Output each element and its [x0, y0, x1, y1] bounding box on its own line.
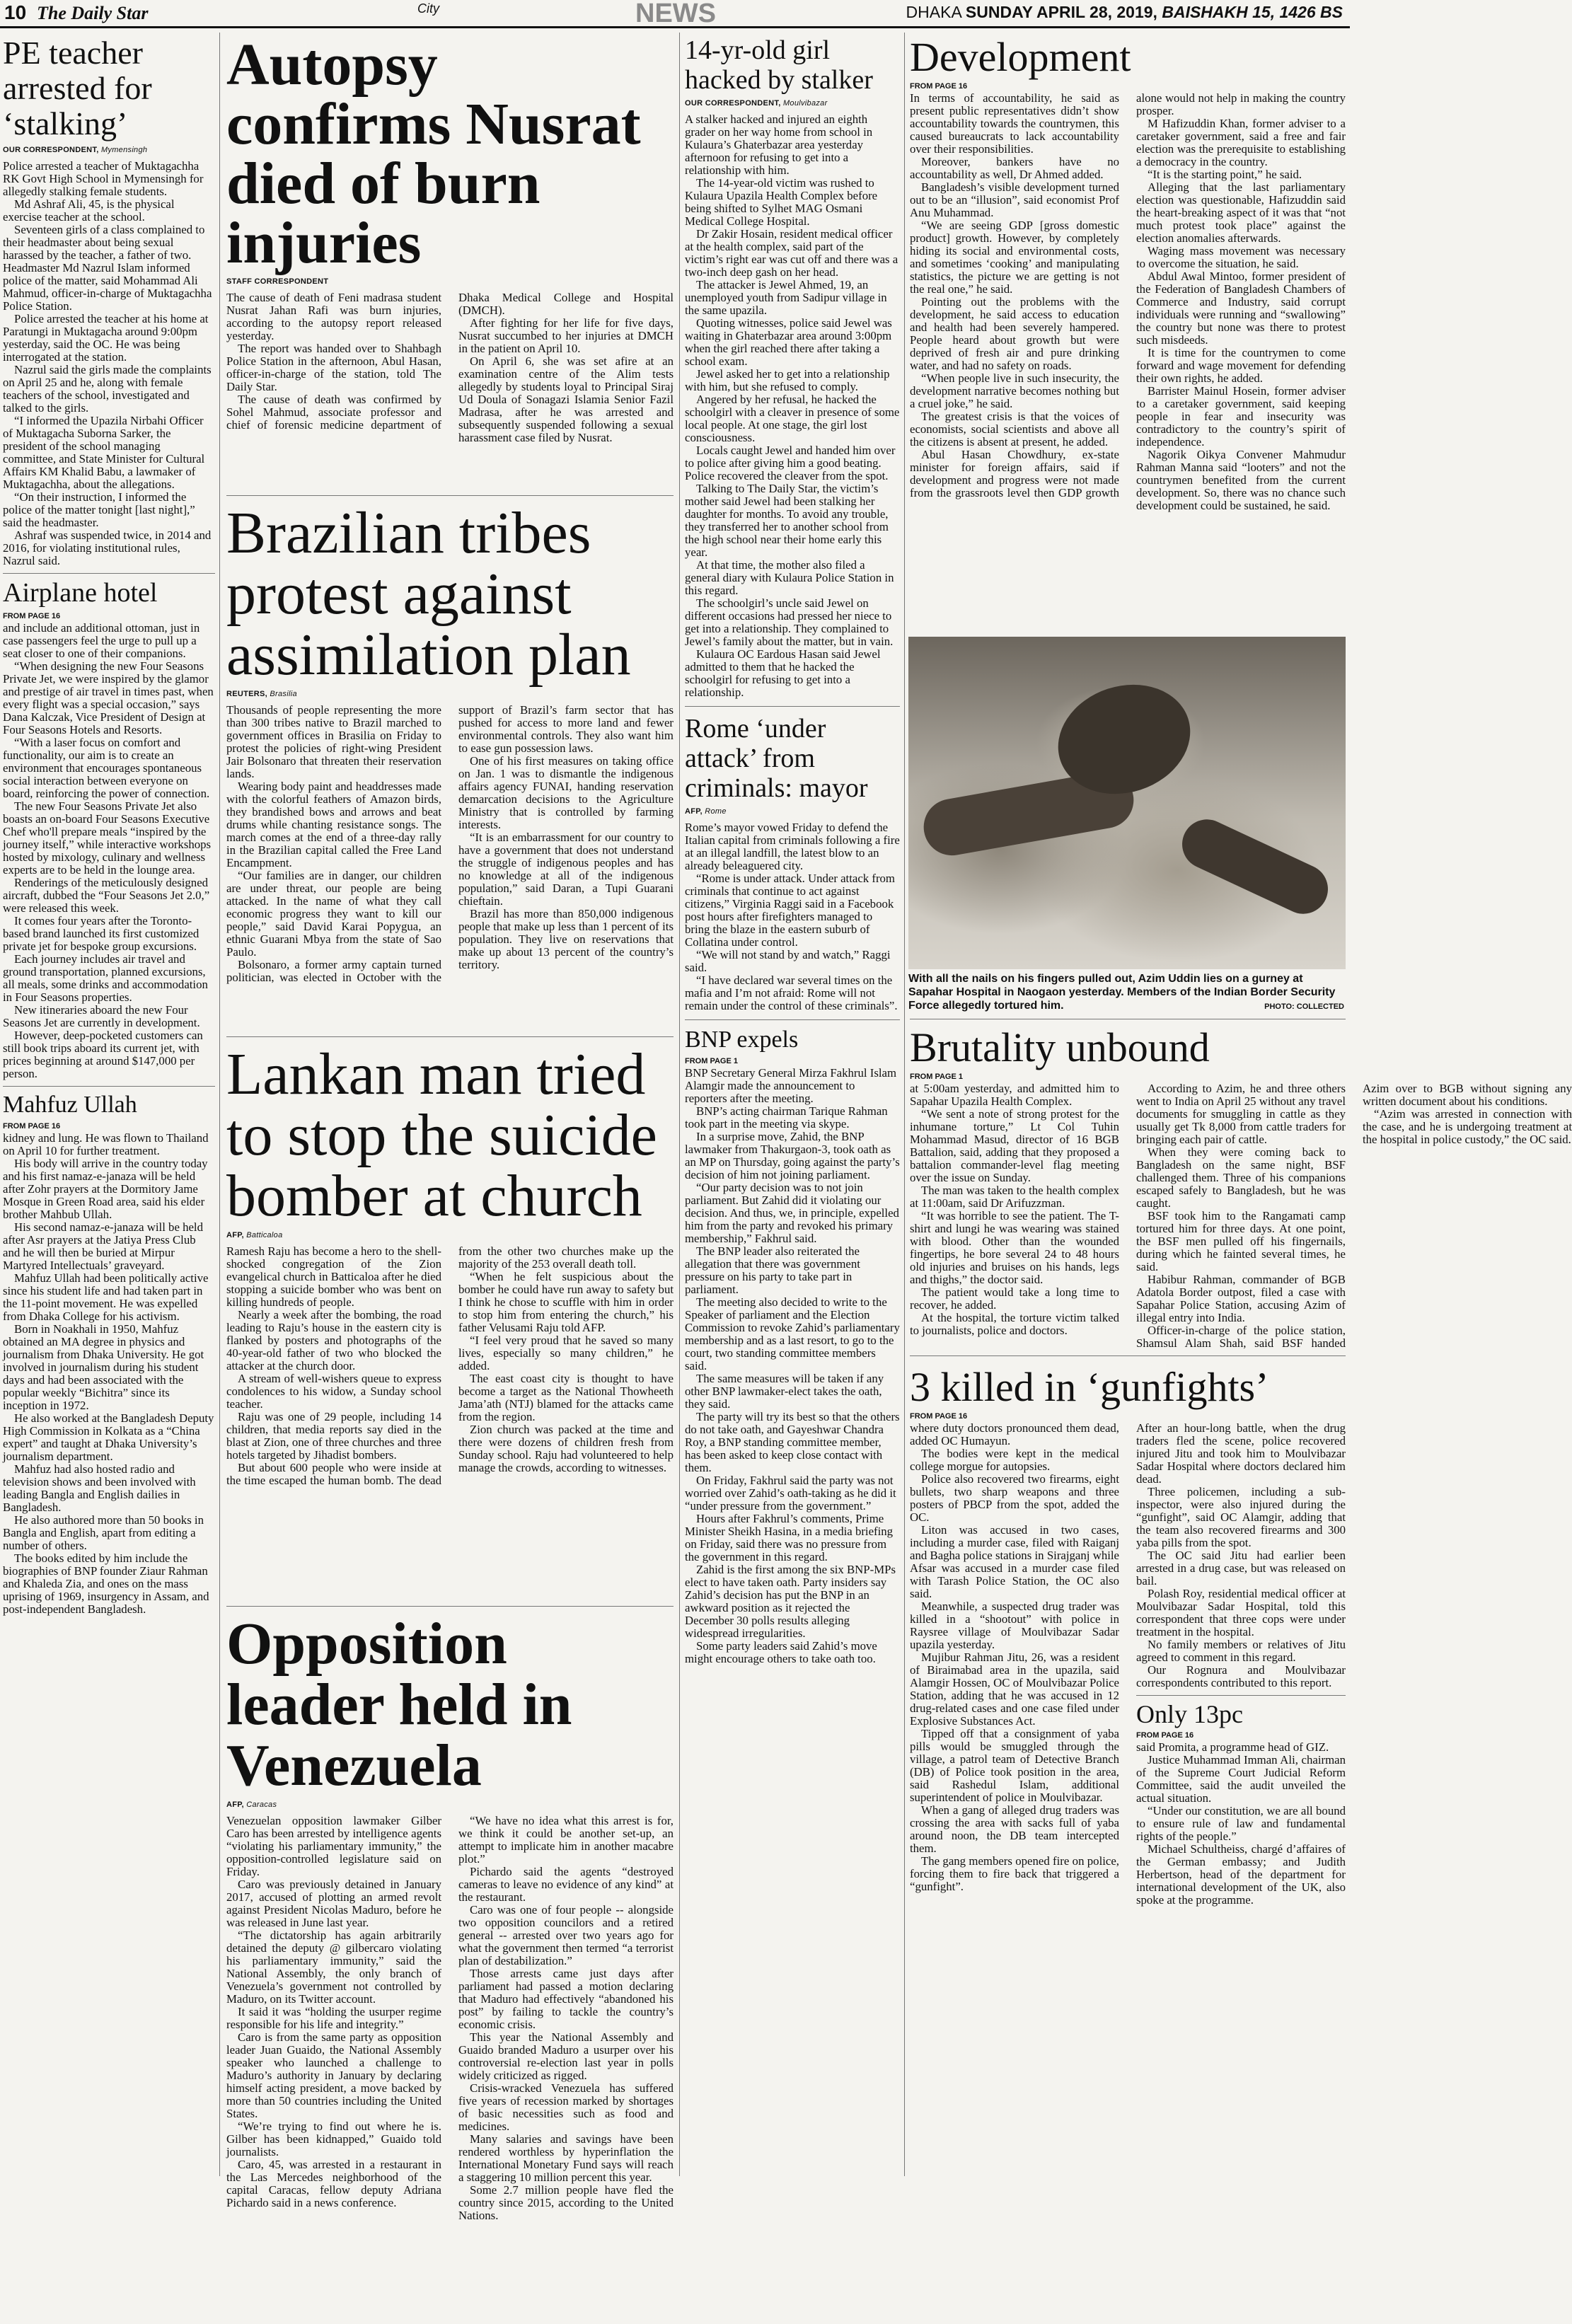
article-body: [3, 622, 215, 1080]
paragraph: Police arrested a teacher of Muktagachha RK Govt High School in Mymensingh for allegedly stalking female students.: [3, 159, 204, 198]
paragraph: Ashraf was suspended twice, in 2014 and 2016, for violating institutional rules, Nazrul said.: [3, 528, 212, 567]
paragraph: Locals caught Jewel and handed him over to police after giving him a good beating. Police recovered the cleaver from the spot.: [685, 444, 896, 482]
paragraph: “Our party decision was to not join parliament. But Zahid did it violating our decision. And thus, we, in principle, expelled him from the party and revoked his primary membership,” Fakhrul said.: [685, 1180, 899, 1245]
paragraph: Waging mass movement was necessary to overcome the situation, he said.: [1136, 244, 1346, 270]
paragraph: New itineraries aboard the new Four Seasons Jet are currently in development.: [3, 1002, 200, 1029]
byline: STAFF CORRESPONDENT: [226, 277, 329, 286]
paragraph: Zion church was packed at the time and there were dozens of children fresh from Sunday school. Raju had volunteered to help manage the crowds, according to witnesses.: [458, 1423, 674, 1474]
paragraph: Those arrests came just days after parliament had passed a motion declaring that Maduro had effectively “abandoned his post” by failing to tackle the country’s economic crisis.: [458, 1967, 674, 2031]
masthead: [0, 0, 1350, 28]
article-girl-hacked: [685, 35, 900, 699]
paragraph: Mujibur Rahman Jitu, 26, was a resident of Biraimabad area in the upazila, said Alamgir Hossen, OC of Moulvibazar Police Station, adding that he was accused in 12 drug-related cases and one case filed under Explosive Substances Act.: [910, 1650, 1119, 1728]
paragraph: Bangladesh’s visible development turned out to be an “illusion”, said economist Prof Anu Muhammad.: [910, 180, 1119, 219]
paragraph: The party will try its best so that the others do not take oath, and Gayeshwar Chandra Roy, a BNP standing committee member, has been asked to keep close contact with them.: [685, 1409, 900, 1474]
article-body: [685, 821, 900, 1012]
paragraph: The same measures will be taken if any other BNP lawmaker-elect takes the oath, they said.: [685, 1371, 884, 1411]
paragraph: Angered by her refusal, he hacked the schoolgirl with a cleaver in presence of some local people. At one stage, the girl lost consciousness.: [685, 393, 900, 444]
divider: [685, 1019, 900, 1020]
divider: [226, 1036, 674, 1037]
byline: OUR CORRESPONDENT, Moulvibazar: [685, 99, 828, 108]
paragraph: Moreover, bankers have no accountability as well, Dr Ahmed added.: [910, 155, 1119, 181]
paragraph: “Rome is under attack. Under attack from criminals that continue to act against citizens,” Virginia Raggi said in a Facebook post hours after firefighters managed to bring the blaze in the eastern suburb of Collatina under control.: [685, 872, 895, 949]
article-development: [910, 35, 1346, 634]
paragraph: Abdul Awal Mintoo, former president of the Federation of Bangladesh Chambers of Commerce and Industry, said corrupt individuals were running and “swallowing” the country but none was there to protest such misdeeds.: [1136, 270, 1346, 347]
paragraph: and include an additional ottoman, just in case passengers feel the urge to pull up a seat closer to one of their companions.: [3, 620, 200, 660]
paragraph: Police also recovered two firearms, eight bullets, two sharp weapons and three posters of PBCP from the spot, added the OC.: [910, 1472, 1119, 1524]
paragraph: Caro was one of four people -- alongside two opposition councilors and a retired general -- arrested over two years ago for what the government then termed “a terrorist plan of destabilization.”: [458, 1903, 674, 1967]
headline: Brazilian tribes protest against assimilation plan: [226, 500, 631, 688]
paragraph: Hours after Fakhrul’s comments, Prime Minister Sheikh Hasina, in a media briefing on Friday, said there was no pressure from the government in this regard.: [685, 1511, 894, 1563]
article-body: [910, 1082, 1572, 1351]
paragraph: Nazrul said the girls made the complaints on April 25 and he, along with female teachers of the school, investigated and talked to the girls.: [3, 363, 212, 415]
paragraph: at 5:00am yesterday, and admitted him to Sapahar Upazila Health Complex.: [910, 1082, 1119, 1108]
paragraph: Rome’s mayor vowed Friday to defend the Italian capital from criminals following a fire at an illegal landfill, the latest blow to an already beleaguered city.: [685, 821, 900, 872]
paragraph: Tipped off that a consignment of yaba pills would be smuggled through the village, a patrol team of Detective Branch (DB) of Police took position in the area, said Rashedul Islam, additional superintendent of police in Moulvibazar.: [910, 1727, 1119, 1804]
paragraph: BNP’s acting chairman Tarique Rahman took part in the meeting via skype.: [685, 1104, 888, 1131]
photo-credit: PHOTO: COLLECTED: [1264, 1002, 1344, 1011]
section-label: City: [417, 1, 439, 16]
headline: Mahfuz Ullah: [3, 1091, 137, 1118]
paragraph: Caro is from the same party as opposition leader Juan Guaido, the National Assembly speaker who launched a challenge to Maduro’s authority in January by declaring himself acting president, a move backed by more than 50 countries including the United States.: [226, 2030, 441, 2120]
paragraph: “It is the starting point,” he said.: [1148, 168, 1302, 181]
paragraph: Mahfuz Ullah had been politically active since his student life and had taken part in the 11-point movement. He was expelled from Dhaka College for his activism.: [3, 1271, 209, 1323]
paragraph: He also worked at the Bangladesh Deputy High Commission in Kolkata as a “China expert” and taught at Dhaka University’s journalism department.: [3, 1411, 214, 1463]
paragraph: However, deep-pocketed customers can still book trips aboard its current jet, with prices beginning at around $147,000 per person.: [3, 1028, 203, 1080]
divider: [226, 495, 674, 496]
paragraph: “When people live in such insecurity, the development narrative becomes nothing but a cruel joke,” he said.: [910, 371, 1119, 410]
news-label: NEWS: [635, 0, 716, 28]
paragraph: Polash Roy, residential medical officer at Moulvibazar Sadar Hospital, told this correspondent that three cops were under treatment in the hospital.: [1136, 1587, 1346, 1638]
paragraph: Officer-in-charge of the police station, Shamsul Alam Shah, said BSF handed Azim over to BGB without signing any written document about his conditions.: [1136, 1082, 1572, 1350]
paragraph: Each journey includes air travel and ground transportation, planned excursions, all meals, some drinks and accommodation in Four Seasons properties.: [3, 952, 208, 1004]
paragraph: In terms of accountability, he said as present public representatives didn’t show accountability towards the countrymen, this caused bureaucrats to lack accountability over their responsibilities.: [910, 91, 1119, 156]
paragraph: The OC said Jitu had earlier been arrested in a drug case, but was released on bail.: [1136, 1549, 1346, 1588]
headline: Development: [910, 34, 1131, 80]
paragraph: The new Four Seasons Private Jet also boasts an on-board Four Seasons Executive Chef who'll prepare meals “inspired by the journey itself,” while interactive workshops hosted by mixology, culinary and wellness experts are to be held in the lounge area.: [3, 799, 212, 877]
paragraph: When they were coming back to Bangladesh on the same night, BSF challenged them. Three of his companions escaped safely to Bangladesh, but he was caught.: [1136, 1145, 1346, 1210]
paragraph: Wearing body paint and headdresses made with the colorful feathers of Amazon birds, they brandished bows and arrows and beat drums while chanting resistance songs. The march comes at the end of a three-day rally in the Brazilian capital called the Free Land Encampment.: [226, 780, 441, 869]
paragraph: Nearly a week after the bombing, the road leading to Raju’s house in the eastern city is flanked by posters and photographs of the 40-year-old father of two who blocked the attacker at the church door.: [226, 1308, 441, 1372]
headline: Opposition leader held in Venezuela: [226, 1611, 572, 1798]
divider: [3, 573, 215, 574]
paragraph: Our Rognura and Moulvibazar correspondents contributed to this report.: [1136, 1663, 1346, 1689]
paragraph: On April 6, she was set afire at an examination centre of the Alim tests allegedly by students loyal to Principal Siraj Ud Doula of Sonagazi Islamia Senior Fazil Madrasa, after he was arrested and subsequently suspended following a sexual harassment case filed by Nusrat.: [458, 354, 674, 444]
divider: [685, 706, 900, 707]
byline: REUTERS, Brasilia: [226, 690, 297, 698]
paragraph: “Under our constitution, we are all bound to ensure rule of law and fundamental rights of the people.”: [1136, 1803, 1346, 1843]
paragraph: “We are seeing GDP [gross domestic product] growth. However, by completely hiding its social and environmental costs, and sometimes ‘cooking’ and manipulating statistics, the picture we are getting is not the real one,” he said.: [910, 219, 1119, 296]
paragraph: The attacker is Jewel Ahmed, 19, an unemployed youth from Sadipur village in the same upazila.: [685, 278, 887, 317]
paragraph: The 14-year-old victim was rushed to Kulaura Upazila Health Complex before being shifted to Sylhet MAG Osmani Medical College Hospital.: [685, 176, 878, 228]
paragraph: “We will not stand by and watch,” Raggi said.: [685, 948, 891, 974]
paragraph: The report was handed over to Shahbagh Police Station in the afternoon, Abul Hasan, officer-in-charge of the station, told The Daily Star.: [226, 342, 441, 393]
paragraph: Quoting witnesses, police said Jewel was waiting in Ghaterbazar area around 3:00pm when the girl reached there after taking a school exam.: [685, 316, 892, 368]
paper-name: The Daily Star: [37, 3, 149, 23]
jump-label: FROM PAGE 16: [3, 611, 61, 620]
paragraph: said Promita, a programme head of GIZ.: [1136, 1740, 1329, 1754]
article-autopsy: [226, 32, 674, 488]
paragraph: The greatest crisis is that the voices of economists, social scientists and above all the citizens is absent at present, he added.: [910, 410, 1119, 449]
paragraph: Meanwhile, a suspected drug trader was killed in a “shootout” with police in Raysree village of Moulvibazar Sadar upazila yesterday.: [910, 1600, 1119, 1651]
article-body: [226, 1245, 674, 1599]
column-rule: [904, 33, 905, 2176]
jump-label: FROM PAGE 1: [685, 1056, 738, 1065]
article-right-column: [1136, 1422, 1346, 1907]
paragraph: “We sent a note of strong protest for the inhumane torture,” Lt Col Tuhin Mohammad Masud, director of 16 BGB Battalion, said, adding that they proposed a battalion commander-level flag meeting over the issue on Sunday.: [910, 1107, 1119, 1184]
paragraph: “Azim was arrested in connection with the case, and he is undergoing treatment at the hospital in police custody,” the OC said.: [1363, 1107, 1572, 1146]
headline-only13: Only 13pc: [1136, 1700, 1243, 1728]
byline: OUR CORRESPONDENT, Mymensingh: [3, 146, 148, 154]
paragraph: Alleging that the last parliamentary election was questionable, Hafizuddin said the heart-breaking aspect of it was that “not much protest took place” against the election anomalies afterwards.: [1136, 180, 1346, 245]
column-center: [226, 32, 674, 2222]
headline: Brutality unbound: [910, 1024, 1210, 1070]
article-body: [910, 1422, 1119, 1907]
paragraph: A stalker hacked and injured an eighth grader on her way home from school in Kulaura’s Ghaterbazar area yesterday afternoon for refusing to get into a relationship with him.: [685, 112, 873, 177]
photo-subject-hand: [1174, 811, 1336, 922]
headline: BNP expels: [685, 1027, 799, 1053]
paragraph: Michael Schultheiss, chargé d’affaires of the German embassy; and Judith Herbertson, head of the department for international development of the UK, also spoke at the programme.: [1136, 1842, 1346, 1907]
byline: AFP, Caracas: [226, 1800, 277, 1809]
paragraph: At that time, the mother also filed a general diary with Kulaura Police Station in this regard.: [685, 558, 894, 597]
paragraph: “It is an embarrassment for our country to have a government that does not understand the struggle of indigenous peoples and has no knowledge at all of the indigenous population,” said Daran, a Tupi Guarani chieftain.: [458, 831, 674, 908]
paragraph: It comes four years after the Toronto-based brand launched its first customized private jet for bespoke group excursions.: [3, 913, 200, 953]
paragraph: Dr Zakir Hosain, resident medical officer at the health complex, said part of the victim’s right ear was cut off and there was a two-inch deep gash on her head.: [685, 227, 898, 279]
article-body: [1136, 1422, 1346, 1689]
paragraph: M Hafizuddin Khan, former adviser to a caretaker government, said a free and fair election was the prerequisite to establishing a democracy in the country.: [1136, 117, 1346, 168]
article-body: [226, 704, 674, 1029]
paragraph: It said it was “holding the usurper regime responsible for his life and integrity.”: [226, 2005, 441, 2031]
paragraph: “When designing the new Four Seasons Private Jet, we were inspired by the glamor and prestige of air travel in times past, when every flight was a special occasion,” says Dana Kalczak, Vice President of Design at Four Seasons Hotels and Resorts.: [3, 659, 214, 736]
dateline: DHAKA SUNDAY APRIL 28, 2019, BAISHAKH 15, 1426 BS: [906, 3, 1343, 21]
article-columns: [910, 1422, 1346, 1907]
paragraph: Thousands of people representing the more than 300 tribes native to Brazil marched to government offices in Brasilia on Friday to protest the policies of right-wing President Jair Bolsonaro that threaten their reservation lands.: [226, 703, 441, 780]
byline: AFP, Rome: [685, 807, 727, 816]
article-brutality: [910, 1024, 1572, 1351]
paragraph: “We’re trying to find out where he is. Gilber has been kidnapped,” Guaido told journalists.: [226, 2120, 441, 2158]
paragraph: He also authored more than 50 books in Bangla and English, apart from editing a number of others.: [3, 1513, 204, 1552]
paragraph: Brazil has more than 850,000 indigenous people that make up less than 1 percent of its population. They live on reservations that make up about 13 percent of the country’s territory.: [458, 907, 674, 971]
article-body: [910, 92, 1346, 637]
paragraph: Seventeen girls of a class complained to their headmaster about being sexual harassed by the teacher, a father of two. Headmaster Md Nazrul Islam informed police of the matter, said Mohammad Ali Mahmud, officer-in-charge of Muktagachha Police Station.: [3, 223, 212, 313]
paragraph: Bolsonaro, a former army captain turned politician, was elected in October with the support of Brazil’s farm sector that has pushed for access to more land and fewer environmental controls. They also want him to ease gun possession laws.: [226, 703, 674, 984]
paragraph: Caro, 45, was arrested in a restaurant in the Las Mercedes neighborhood of the capital Caracas, fellow deputy Adriana Pichardo said in a news conference.: [226, 2158, 441, 2209]
paragraph: Pointing out the problems with the development, he said access to education and health had been severely hampered. People heard about growth but were deprived of fresh air and pure drinking water, and had no safety on roads.: [910, 295, 1119, 372]
news-photo: [908, 637, 1346, 969]
paragraph: Pichardo said the agents “destroyed cameras to leave no evidence of any kind” at the restaurant.: [458, 1865, 674, 1904]
article-gunfights: [910, 1365, 1346, 2178]
paragraph: Some 2.7 million people have fled the country since 2015, according to the United Nations.: [458, 2183, 674, 2222]
paragraph: Jewel asked her to get into a relationship with him, but she refused to comply.: [685, 367, 890, 393]
article-body: [226, 1815, 674, 2324]
article-bnp-expels: [685, 1027, 900, 1665]
article-body: [3, 160, 215, 567]
divider: [1136, 1695, 1346, 1696]
paragraph: Barrister Mainul Hosein, former adviser to a caretaker government, said keeping people in fear and insecurity was contradictory to the country’s spirit of independence.: [1136, 384, 1346, 449]
paragraph: According to Azim, he and three others went to India on April 25 without any travel documents for smuggling in cattle as they usually get Tk 8,000 from cattle traders for bringing each pair of cattle.: [1136, 1082, 1346, 1146]
column-left: [3, 35, 215, 2178]
paragraph: The patient would take a long time to recover, he added.: [910, 1285, 1119, 1312]
paragraph: Venezuelan opposition lawmaker Gilber Caro has been arrested by intelligence agents “violating his parliamentary immunity,” the opposition-controlled legislature said on Friday.: [226, 1814, 441, 1878]
paragraph: After an hour-long battle, when the drug traders fled the scene, police recovered injured Jitu and took him to Moulvibazar Sadar Hospital where doctors declared him dead.: [1136, 1421, 1346, 1486]
paragraph: “Our families are in danger, our children are under threat, our people are being attacked. In the name of what they call economic progress they want to kill our people,” said David Karai Popygua, an ethnic Guarani Mbya from the state of Sao Paulo.: [226, 869, 441, 959]
paragraph: At the hospital, the torture victim talked to journalists, police and doctors.: [910, 1311, 1119, 1337]
paragraph: Habibur Rahman, commander of BGB Adatola Border outpost, filed a case with Sapahar Police Station, accusing Azim of illegal entry into India.: [1136, 1273, 1346, 1324]
paragraph: “It was horrible to see the patient. The T-shirt and lungi he was wearing was stained with blood. Other than the wounded fingertips, he bore several 24 to 48 hours old injuries and bruises on his hands, legs and thighs,” the doctor said.: [910, 1209, 1119, 1286]
article-pe-teacher: [3, 35, 215, 567]
paragraph: BNP Secretary General Mirza Fakhrul Islam Alamgir made the announcement to reporters after the meeting.: [685, 1065, 897, 1105]
paragraph: But about 600 people who were inside at the time escaped the human bomb. The dead from the other two churches make up the majority of the 253 overall death toll.: [226, 1244, 674, 1487]
paragraph: Crisis-wracked Venezuela has suffered five years of recession marked by shortages of basic necessities such as food and medicines.: [458, 2081, 674, 2133]
article-airplane-hotel: [3, 579, 215, 1080]
paragraph: The east coast city is thought to have become a target as the National Thowheeth Jama’ath (NTJ) blamed for the attacks came from the region.: [458, 1372, 674, 1423]
paragraph: The schoolgirl’s uncle said Jewel on different occasions had pressed her niece to get into a relationship. They complained to Jewel’s family about the matter, but in vain.: [685, 596, 894, 648]
paragraph: The cause of death of Feni madrasa student Nusrat Jahan Rafi was burn injuries, according to the autopsy report released yesterday.: [226, 291, 441, 342]
jump-label: FROM PAGE 16: [910, 1412, 968, 1421]
paragraph: “I feel very proud that he saved so many lives, especially so many children,” he added.: [458, 1334, 674, 1372]
paragraph: His second namaz-e-janaza will be held after Asr prayers at the Jatiya Press Club and he will then be buried at Mirpur Martyred Intellectuals’ graveyard.: [3, 1220, 203, 1272]
column-middle-right: [685, 35, 900, 2178]
paragraph: The bodies were kept in the medical college morgue for autopsies.: [910, 1447, 1119, 1473]
paragraph: The gang members opened fire on police, forcing them to fire back that triggered a “gunfight”.: [910, 1854, 1119, 1893]
paragraph: Justice Muhammad Imman Ali, chairman of the Supreme Court Judicial Reform Committee, said the audit unveiled the actual situation.: [1136, 1752, 1346, 1805]
byline: AFP, Batticaloa: [226, 1231, 283, 1239]
paragraph: When a gang of alleged drug traders was crossing the area with sacks full of yaba around noon, the DB team intercepted them.: [910, 1803, 1119, 1855]
paragraph: The cause of death was confirmed by Sohel Mahmud, associate professor and chief of forensic medicine department of Dhaka Medical College and Hospital (DMCH).: [226, 291, 674, 432]
paragraph: One of his first measures on taking office on Jan. 1 was to dismantle the indigenous affairs agency FUNAI, handing reservation demarcation decisions to the Agriculture Ministry that is controlled by farming interests.: [458, 754, 674, 831]
paragraph: “With a laser focus on comfort and functionality, our aim is to create an environment that encourages spontaneous social interaction between everyone on board, reinforcing the power of connection.: [3, 735, 210, 800]
paragraph: Ramesh Raju has become a hero to the shell-shocked congregation of the Zion evangelical church in Batticaloa after he died stopping a suicide bomber who was bent on killing hundreds of people.: [226, 1244, 441, 1309]
paragraph: The BNP leader also reiterated the allegation that there was government pressure on his party to take part in parliament.: [685, 1244, 860, 1296]
paragraph: Born in Noakhali in 1950, Mahfuz obtained an MA degree in physics and journalism from Dhaka University. He got involved in journalism during his student days and had been associated with the popular weekly “Bichitra” since its inception in 1972.: [3, 1322, 204, 1412]
article-brazil: [226, 500, 674, 1029]
paragraph: Abul Hasan Chowdhury, ex-state minister for foreign affairs, said if development and progress were not made from the grassroots level then GDP growth alone would not help in making the country prosper.: [910, 91, 1346, 499]
paragraph: Zahid is the first among the six BNP-MPs elect to have taken oath. Party insiders say Zahid’s decision has put the BNP in an awkward position as it rejected the December 30 polls results alleging widespread irregularities.: [685, 1562, 896, 1640]
page-number: 10: [4, 1, 27, 23]
article-body: [685, 113, 900, 699]
paragraph: The meeting also decided to write to the Speaker of parliament and the Election Commission to revoke Zahid’s parliamentary membership and as a last resort, to go to the court, two standing committee members said.: [685, 1295, 900, 1372]
paragraph: Liton was accused in two cases, including a murder case, filed with Raiganj and Bagha police stations in Sirajganj while Afsar was accused in a murder case filed with Tarash Police Station, the OC also said.: [910, 1523, 1119, 1600]
paragraph: The books edited by him include the biographies of BNP founder Ziaur Rahman and Khaleda Zia, and ones on the mass uprising of 1969, insurgency in Assam, and post-independent Bangladesh.: [3, 1551, 209, 1616]
paragraph: The man was taken to the health complex at 11:00am, said Dr Arifuzzman.: [910, 1184, 1119, 1210]
paragraph: On Friday, Fakhrul said the party was not worried over Zahid’s oath-taking as he did it “under pressure from the government.”: [685, 1473, 896, 1513]
article-body-only13: [1136, 1741, 1346, 1907]
divider: [226, 1606, 674, 1607]
paragraph: Renderings of the meticulously designed aircraft, dubbed the “Four Seasons Jet 2.0,” were released this week.: [3, 875, 210, 915]
divider: [910, 1355, 1346, 1356]
column-rule: [679, 33, 680, 2176]
paragraph: Many salaries and savings have been rendered worthless by hyperinflation the International Monetary Fund says will reach a staggering 10 million percent this year.: [458, 2132, 674, 2184]
paragraph: “The dictatorship has again arbitrarily detained the deputy @ gilbercaro violating his parliamentary immunity,” said the National Assembly, the only branch of Venezuela’s government not controlled by Maduro, on its Twitter account.: [226, 1929, 441, 2006]
paragraph: Three policemen, including a sub-inspector, were also injured during the “gunfight”, said OC Alamgir, adding that the team also recovered firearms and 300 yaba pills from the spot.: [1136, 1485, 1346, 1549]
paragraph: Some party leaders said Zahid’s move might encourage others to take oath too.: [685, 1638, 877, 1665]
headline: 3 killed in ‘gunfights’: [910, 1364, 1269, 1410]
paragraph: “I have declared war several times on the mafia and I’m not afraid: Rome will not remain under the control of these criminals”.: [685, 973, 898, 1012]
paragraph: Mahfuz had also hosted radio and television shows and been involved with leading Bangla and English dailies in Bangladesh.: [3, 1462, 196, 1514]
headline: 14-yr-old girl hacked by stalker: [685, 35, 873, 95]
paragraph: A stream of well-wishers queue to express condolences to his widow, a Sunday school teacher.: [226, 1372, 441, 1411]
paragraph: “On their instruction, I informed the police of the matter tonight [last night],” said the headmaster.: [3, 490, 195, 529]
paragraph: It is time for the countrymen to come forward and wage movement for defending their own rights, he added.: [1136, 346, 1346, 385]
headline: Rome ‘under attack’ from criminals: mayor: [685, 714, 868, 803]
article-rome: [685, 714, 900, 1012]
photo-caption: With all the nails on his fingers pulled out, Azim Uddin lies on a gurney at Sapahar Hospital in Naogaon yesterday. Members of the Indian Border Security Force allegedly tortured him.: [908, 973, 1336, 1012]
article-venezuela: [226, 1611, 674, 2324]
jump-label: FROM PAGE 1: [910, 1073, 963, 1081]
paragraph: “When he felt suspicious about the bomber he could have run away to safety but I think he chose to scuffle with him in order to stop him from entering the church,” his father Velusami Raju told AFP.: [458, 1270, 674, 1334]
paragraph: Md Ashraf Ali, 45, is the physical exercise teacher at the school.: [3, 197, 175, 224]
paragraph: Police arrested the teacher at his home at Paratungi in Muktagacha around 9:00pm yesterday, said the OC. He was being interrogated at the station.: [3, 312, 209, 364]
column-rule: [219, 33, 220, 2176]
article-body: [226, 291, 674, 488]
divider: [3, 1086, 215, 1087]
paragraph: Raju was one of 29 people, including 14 children, that media reports say died in the blast at Zion, one of three churches and three hotels targeted by Jihadist bombers.: [226, 1410, 441, 1462]
paragraph: “We have no idea what this arrest is for, we think it could be another set-up, an attempt to implicate him in another macabre plot.”: [458, 1814, 674, 1866]
paragraph: After fighting for her life for five days, Nusrat succumbed to her injuries at DMCH in the patient on April 10.: [458, 316, 674, 355]
paragraph: “I informed the Upazila Nirbahi Officer of Muktagacha Suborna Sarker, the president of the school managing committee, and State Minister for Cultural Affairs KM Khalid Babu, a lawmaker of Muktagachha, about the allegations.: [3, 414, 205, 491]
jump-label: FROM PAGE 16: [3, 1121, 61, 1131]
paragraph: No family members or relatives of Jitu agreed to comment in this regard.: [1136, 1638, 1346, 1664]
headline: Airplane hotel: [3, 578, 158, 608]
article-body: [3, 1132, 215, 1616]
paragraph: where duty doctors pronounced them dead, added OC Humayun.: [910, 1421, 1119, 1447]
paragraph: Caro was previously detained in January 2017, accused of plotting an armed revolt against President Nicolas Maduro, before he was released in June last year.: [226, 1878, 441, 1929]
headline: Lankan man tried to stop the suicide bomber at church: [226, 1041, 657, 1229]
article-mahfuz-ullah: [3, 1092, 215, 1616]
headline: PE teacher arrested for ‘stalking’: [3, 35, 152, 141]
paragraph: kidney and lung. He was flown to Thailand on April 10 for further treatment.: [3, 1131, 209, 1157]
paragraph: This year the National Assembly and Guaido branded Maduro a usurper over his controversial re-election last year in polls widely criticized as rigged.: [458, 2030, 674, 2082]
paragraph: Nagorik Oikya Convener Mahmudur Rahman Manna said “looters” and not the countrymen benefited from the current development. So, there was no chance such development could be sustained, he said.: [1136, 448, 1346, 512]
paragraph: BSF took him to the Rangamati camp tortured him for three days. At one point, the BSF men pulled off his fingernails, during which he fainted several times, he said.: [1136, 1209, 1346, 1273]
headline: Autopsy confirms Nusrat died of burn injuries: [226, 32, 641, 276]
article-body: [685, 1067, 900, 1665]
article-lankan: [226, 1041, 674, 1599]
paragraph: In a surprise move, Zahid, the BNP lawmaker from Thakurgaon-3, took oath as an MP on Thursday, going against the party’s decision of him not joining parliament.: [685, 1129, 900, 1181]
paragraph: His body will arrive in the country today and his first namaz-e-janaza will be held after Zohr prayers at the Dormitory Jame Mosque in Green Road area, said his elder brother Mahbub Ullah.: [3, 1156, 208, 1221]
paragraph: Talking to The Daily Star, the victim’s mother said Jewel had been stalking her daughter for months. To avoid any trouble, they transferred her to another school from the high school near their home early this year.: [685, 482, 889, 559]
jump-label: FROM PAGE 16: [1136, 1730, 1194, 1740]
paragraph: Kulaura OC Eardous Hasan said Jewel admitted to them that he hacked the schoolgirl for refusing to get into a relationship.: [685, 647, 881, 699]
jump-label: FROM PAGE 16: [910, 82, 968, 91]
